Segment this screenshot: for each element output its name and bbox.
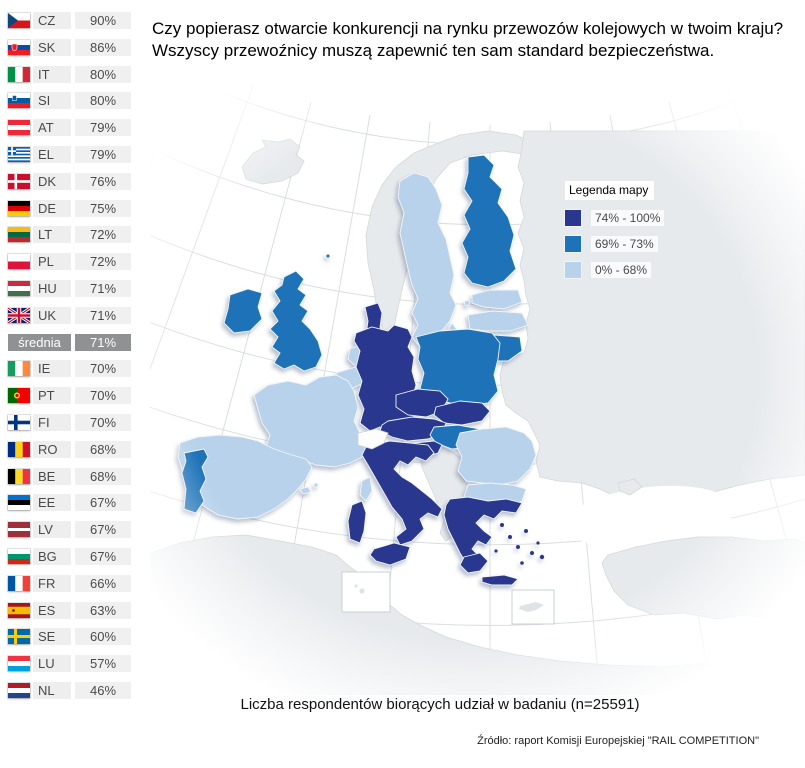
flag-it-icon [8,67,30,82]
ranking-row-hu [8,280,131,297]
flag-lu-icon [8,656,30,671]
flag-fi-icon [8,415,30,430]
legend-swatch-mid [565,236,581,252]
country-code: FR [33,575,71,592]
ranking-row-average [8,334,131,351]
country-value: 80% [75,66,131,83]
country-value: 60% [75,628,131,645]
legend-item-mid [565,236,705,252]
country-value: 71% [75,280,131,297]
flag-sk-icon [8,40,30,55]
europe-choropleth-map [150,85,805,695]
flag-el-icon [8,147,30,162]
country-value: 79% [75,146,131,163]
ranking-row-ie [8,360,131,377]
country-code: PL [33,253,71,270]
ranking-sidebar [8,12,131,699]
average-value: 71% [75,334,131,351]
ranking-row-de [8,200,131,217]
ranking-row-dk [8,173,131,190]
flag-nl-icon [8,683,30,698]
flag-de-icon [8,201,30,216]
country-value: 71% [75,307,131,324]
country-code: LV [33,521,71,538]
country-code: IE [33,360,71,377]
country-code: BG [33,548,71,565]
flag-lv-icon [8,522,30,537]
country-value: 72% [75,253,131,270]
ranking-row-fi [8,414,131,431]
map-canvas [150,85,805,695]
country-value: 57% [75,655,131,672]
country-code: ES [33,602,71,619]
ranking-row-uk [8,307,131,324]
country-value: 86% [75,39,131,56]
ranking-row-nl [8,682,131,699]
ranking-row-lt [8,226,131,243]
flag-lt-icon [8,227,30,242]
ranking-row-lu [8,655,131,672]
country-value: 63% [75,602,131,619]
legend-label: 69% - 73% [591,236,658,252]
ranking-row-es [8,602,131,619]
country-value: 67% [75,548,131,565]
ranking-row-fr [8,575,131,592]
country-code: NL [33,682,71,699]
ranking-row-cz [8,12,131,29]
flag-fr-icon [8,576,30,591]
country-code: DK [33,173,71,190]
country-code: EE [33,494,71,511]
legend-label: 0% - 68% [591,262,651,278]
ranking-row-at [8,119,131,136]
country-value: 90% [75,12,131,29]
country-code: LU [33,655,71,672]
ranking-row-it [8,66,131,83]
flag-cz-icon [8,13,30,28]
country-value: 70% [75,414,131,431]
flag-pl-icon [8,254,30,269]
flag-be-icon [8,469,30,484]
legend-swatch-low [565,262,581,278]
country-code: SK [33,39,71,56]
country-value: 70% [75,360,131,377]
country-value: 67% [75,494,131,511]
legend-items [565,210,705,278]
map-legend [565,181,705,278]
page-title [152,18,800,63]
legend-item-high [565,210,705,226]
country-value: 72% [75,226,131,243]
country-value: 70% [75,387,131,404]
country-value: 66% [75,575,131,592]
flag-hu-icon [8,281,30,296]
country-code: SI [33,92,71,109]
ranking-row-be [8,468,131,485]
country-value: 79% [75,119,131,136]
country-code: BE [33,468,71,485]
country-code: FI [33,414,71,431]
ranking-row-pl [8,253,131,270]
respondents-note: Liczba respondentów biorących udział w badaniu (n=25591) [240,696,640,713]
ranking-row-ro [8,441,131,458]
title-line-1: Czy popierasz otwarcie konkurencji na rynku przewozów kolejowych w twoim kraju? [152,19,784,38]
country-value: 67% [75,521,131,538]
flag-ie-icon [8,361,30,376]
legend-swatch-high [565,210,581,226]
ranking-row-lv [8,521,131,538]
country-code: DE [33,200,71,217]
ranking-row-sk [8,39,131,56]
ranking-row-se [8,628,131,645]
flag-si-icon [8,93,30,108]
country-code: UK [33,307,71,324]
legend-label: 74% - 100% [591,210,664,226]
country-value: 80% [75,92,131,109]
country-value: 68% [75,468,131,485]
country-code: EL [33,146,71,163]
country-value: 46% [75,682,131,699]
flag-ee-icon [8,495,30,510]
flag-ro-icon [8,442,30,457]
country-value: 68% [75,441,131,458]
source-note: Źródło: raport Komisji Europejskiej "RAIL COMPETITION" [477,735,759,747]
country-code: PT [33,387,71,404]
flag-pt-icon [8,388,30,403]
average-label: średnia [8,334,71,351]
flag-at-icon [8,120,30,135]
country-code: HU [33,280,71,297]
ranking-row-si [8,92,131,109]
legend-title: Legenda mapy [565,181,654,200]
ranking-row-pt [8,387,131,404]
country-code: RO [33,441,71,458]
country-value: 75% [75,200,131,217]
country-code: IT [33,66,71,83]
country-value: 76% [75,173,131,190]
ranking-row-bg [8,548,131,565]
flag-dk-icon [8,174,30,189]
flag-es-icon [8,603,30,618]
ranking-row-ee [8,494,131,511]
country-code: SE [33,628,71,645]
flag-bg-icon [8,549,30,564]
flag-uk-icon [8,308,30,323]
map-edge-fade [150,85,805,695]
country-code: CZ [33,12,71,29]
ranking-row-el [8,146,131,163]
country-code: AT [33,119,71,136]
title-line-2: Wszyscy przewoźnicy muszą zapewnić ten sam standard bezpieczeństwa. [152,41,715,61]
country-code: LT [33,226,71,243]
legend-item-low [565,262,705,278]
flag-se-icon [8,629,30,644]
